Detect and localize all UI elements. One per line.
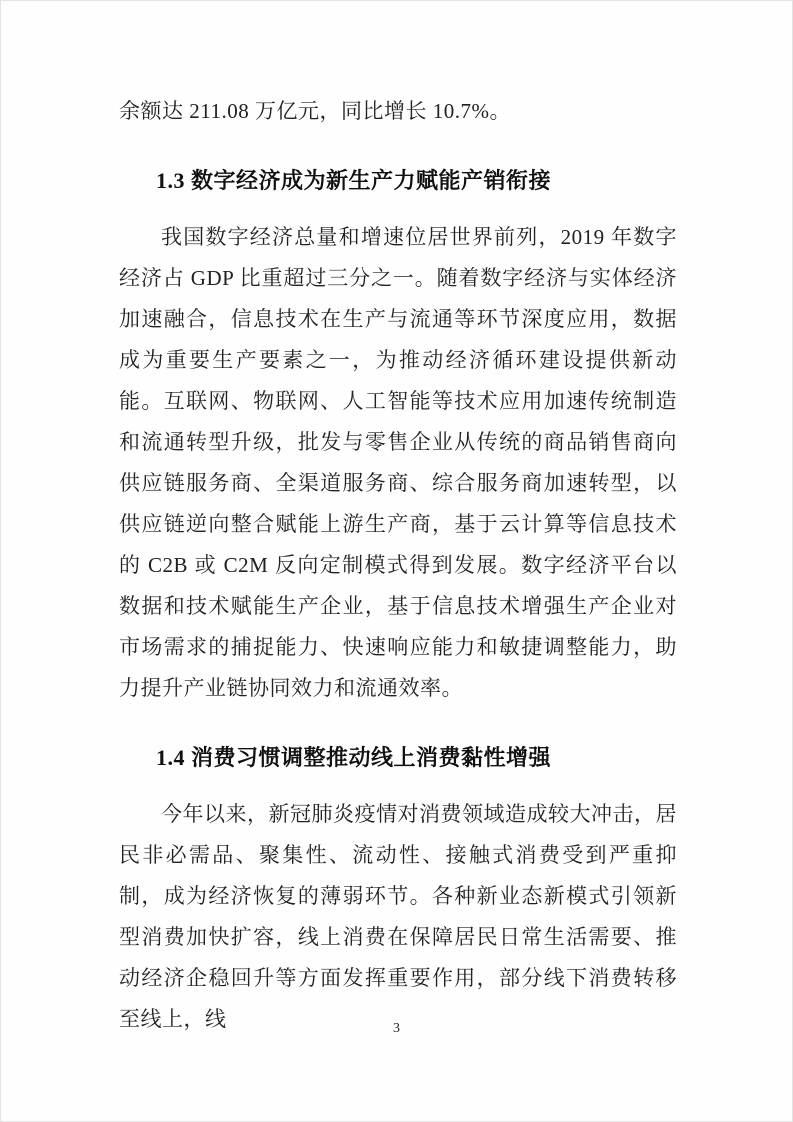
paragraph-section-1-3: 我国数字经济总量和增速位居世界前列，2019 年数字经济占 GDP 比重超过三分之一。随着数字经济与实体经济加速融合，信息技术在生产与流通等环节深度应用，数据成为重要生产要素之一，为推动经济循环建设提供新动能。互联网、物联网、人工智能等技术应用加速传统制造和流通转型升级，批发与零售企业从传统的商品销售商向供应链服务商、全渠道服务商、综合服务商加速转型，以供应链逆向整合赋能上游生产商，基于云计算等信息技术的 C2B 或 C2M 反向定制模式得到发展。数字经济平台以数据和技术赋能生产企业，基于信息技术增强生产企业对市场需求的捕捉能力、快速响应能力和敏捷调整能力，助力提升产业链协同效力和流通效率。 [119, 225, 677, 700]
paragraph-continuation: 余额达 211.08 万亿元，同比增长 10.7%。 [119, 99, 511, 123]
document-body [119, 91, 677, 1040]
page-number: 3 [393, 1021, 400, 1036]
paragraph-section-1-4: 今年以来，新冠肺炎疫情对消费领域造成较大冲击，居民非必需品、聚集性、流动性、接触式消费受到严重抑制，成为经济恢复的薄弱环节。各种新业态新模式引领新型消费加快扩容，线上消费在保障居民日常生活需要、推动经济企稳回升等方面发挥重要作用，部分线下消费转移至线上，线 [119, 802, 677, 1031]
section-heading-1-3: 1.3 数字经济成为新生产力赋能产销衔接 [156, 168, 552, 193]
section-heading-1-4: 1.4 消费习惯调整推动线上消费黏性增强 [156, 745, 552, 770]
